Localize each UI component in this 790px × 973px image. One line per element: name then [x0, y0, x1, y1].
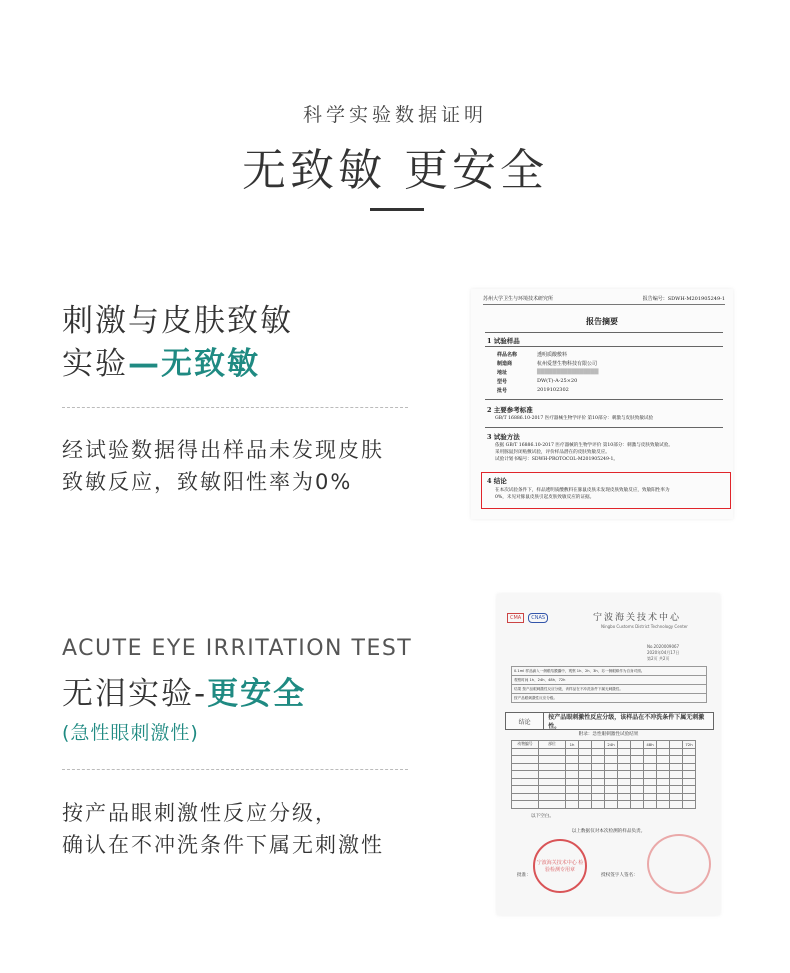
section1-title-prefix: 实验 [62, 346, 128, 382]
report1-sec4-text: 在本次试验条件下，样品透明质酸敷料在豚鼠皮肤未发现皮肤致敏反应，致敏阳性率为 0%，未见对豚鼠皮肤引起皮肤致敏反应的证据。 [495, 488, 670, 500]
report1-row: 样品名称 透明质酸敷料 [497, 352, 568, 358]
report1-row: 制造商 杭州爱慧生物科技有限公司 [497, 361, 598, 367]
report1-sec3: 3 试验方法 [487, 433, 520, 441]
report1-sec1: 1 试验样品 [487, 337, 520, 345]
report1-row: 型号 DW(T)-A-25×20 [497, 378, 578, 385]
section2-body-line2: 确认在不冲洗条件下属无刺激性 [62, 833, 384, 857]
section1-body-line2: 致敏反应，致敏阳性率为0% [62, 470, 353, 494]
section2-body [62, 797, 384, 861]
section2-paren-subtitle: (急性眼刺激性) [62, 722, 199, 744]
report1-row: 批号 2019102302 [497, 387, 569, 394]
report1-sec2: 2 主要参考标准 [487, 406, 533, 414]
report1-rule [485, 346, 723, 347]
page-title: 无致敏 更安全 [242, 145, 548, 196]
report2-signatory-label: 授权签字人签名： [601, 873, 638, 878]
section2-title-prefix: 无泪实验- [62, 676, 208, 712]
report1-rule [485, 399, 723, 400]
report2-meta: No.2020009067 2020年04月17日 第2页 共2页 [647, 644, 680, 661]
report1-sec2-text: GB/T 16886.10-2017 医疗器械生物学评价 第10部分：刺激与皮肤致敏试验 [495, 416, 654, 421]
section1-body [62, 434, 384, 498]
dashed-divider [62, 769, 408, 770]
english-caption: ACUTE EYE IRRITATION TEST [62, 636, 413, 661]
report2-footer-note: 以下空白。 [531, 814, 554, 819]
report1-rule [485, 427, 723, 428]
report1-header [483, 295, 725, 305]
report2-org-name-en: Ningbo Customs District Technology Center [601, 624, 688, 629]
report2-logos [507, 613, 548, 623]
conclusion-label: 结论 [506, 713, 544, 729]
report2-end-note: 以上数据仅对本次检测的样品负责。 [571, 829, 646, 834]
report1-number: 报告编号：SDWH-M201905249-1 [642, 296, 725, 302]
dashed-divider [62, 407, 408, 408]
section-subtitle: 科学实验数据证明 [302, 104, 487, 126]
section1-title-line2 [62, 343, 260, 385]
report2-results-grid: 动物编号 部位 1h 24h 48h 72h [511, 740, 696, 809]
cnas-logo: CNAS [528, 613, 548, 623]
report2-org-name: 宁波海关技术中心 [593, 613, 682, 623]
report1-title: 报告摘要 [586, 316, 618, 326]
section2-title-highlight: 更安全 [207, 676, 307, 712]
report2-approval-label: 批准： [517, 873, 531, 878]
section2-title [62, 673, 306, 715]
signature-stamp [647, 834, 711, 894]
report2-table-title: 附录：急性眼刺激性试验结果 [578, 732, 639, 737]
section1-title-highlight: —无致敏 [128, 346, 260, 382]
report1-rule [485, 332, 723, 333]
title-underline [370, 208, 424, 211]
report1-sec4: 4 结论 [487, 477, 507, 485]
report1-institution: 苏州大学卫生与环境技术研究所 [483, 296, 554, 302]
report2-conclusion [505, 712, 714, 730]
section2-body-line1: 按产品眼刺激性反应分级， [62, 801, 338, 825]
section1-body-line1: 经试验数据得出样品未发现皮肤 [62, 438, 384, 462]
eye-irritation-report-image [497, 594, 720, 915]
cma-logo: CMA [507, 613, 524, 623]
section1-title-line1: 刺激与皮肤致敏 [62, 303, 293, 339]
skin-sensitization-report-image [471, 289, 733, 519]
official-seal-stamp: 宁波海关技术中心 检验检测专用章 [533, 839, 587, 893]
conclusion-text: 按产品眼刺激性反应分级，该样品在不冲洗条件下属无刺激性。 [548, 714, 705, 730]
report1-sec3-text: 依据 GB/T 16886.10-2017 医疗器械的生物学评价 第10部分：刺激与皮肤致敏试验。 采用豚鼠封闭贴敷试验，评价样品潜在的皮肤致敏反应。 试验计划书编号：SDWH-PROTOCOL-M201905249-1。 [495, 443, 673, 462]
report1-row: 地址 ████████████████ [497, 369, 599, 376]
report2-info-table: 0.1ml 样品滴入一侧眼结膜囊中，观察 1h、2h、3h，另一侧眼睛作为自身对照。 观察时间 1h、24h、48h、72h 结果 按产品眼刺激性反应分级，该样品在不冲洗条件下属无刺激性。 按产品眼刺激性反应分级。 [511, 666, 707, 703]
